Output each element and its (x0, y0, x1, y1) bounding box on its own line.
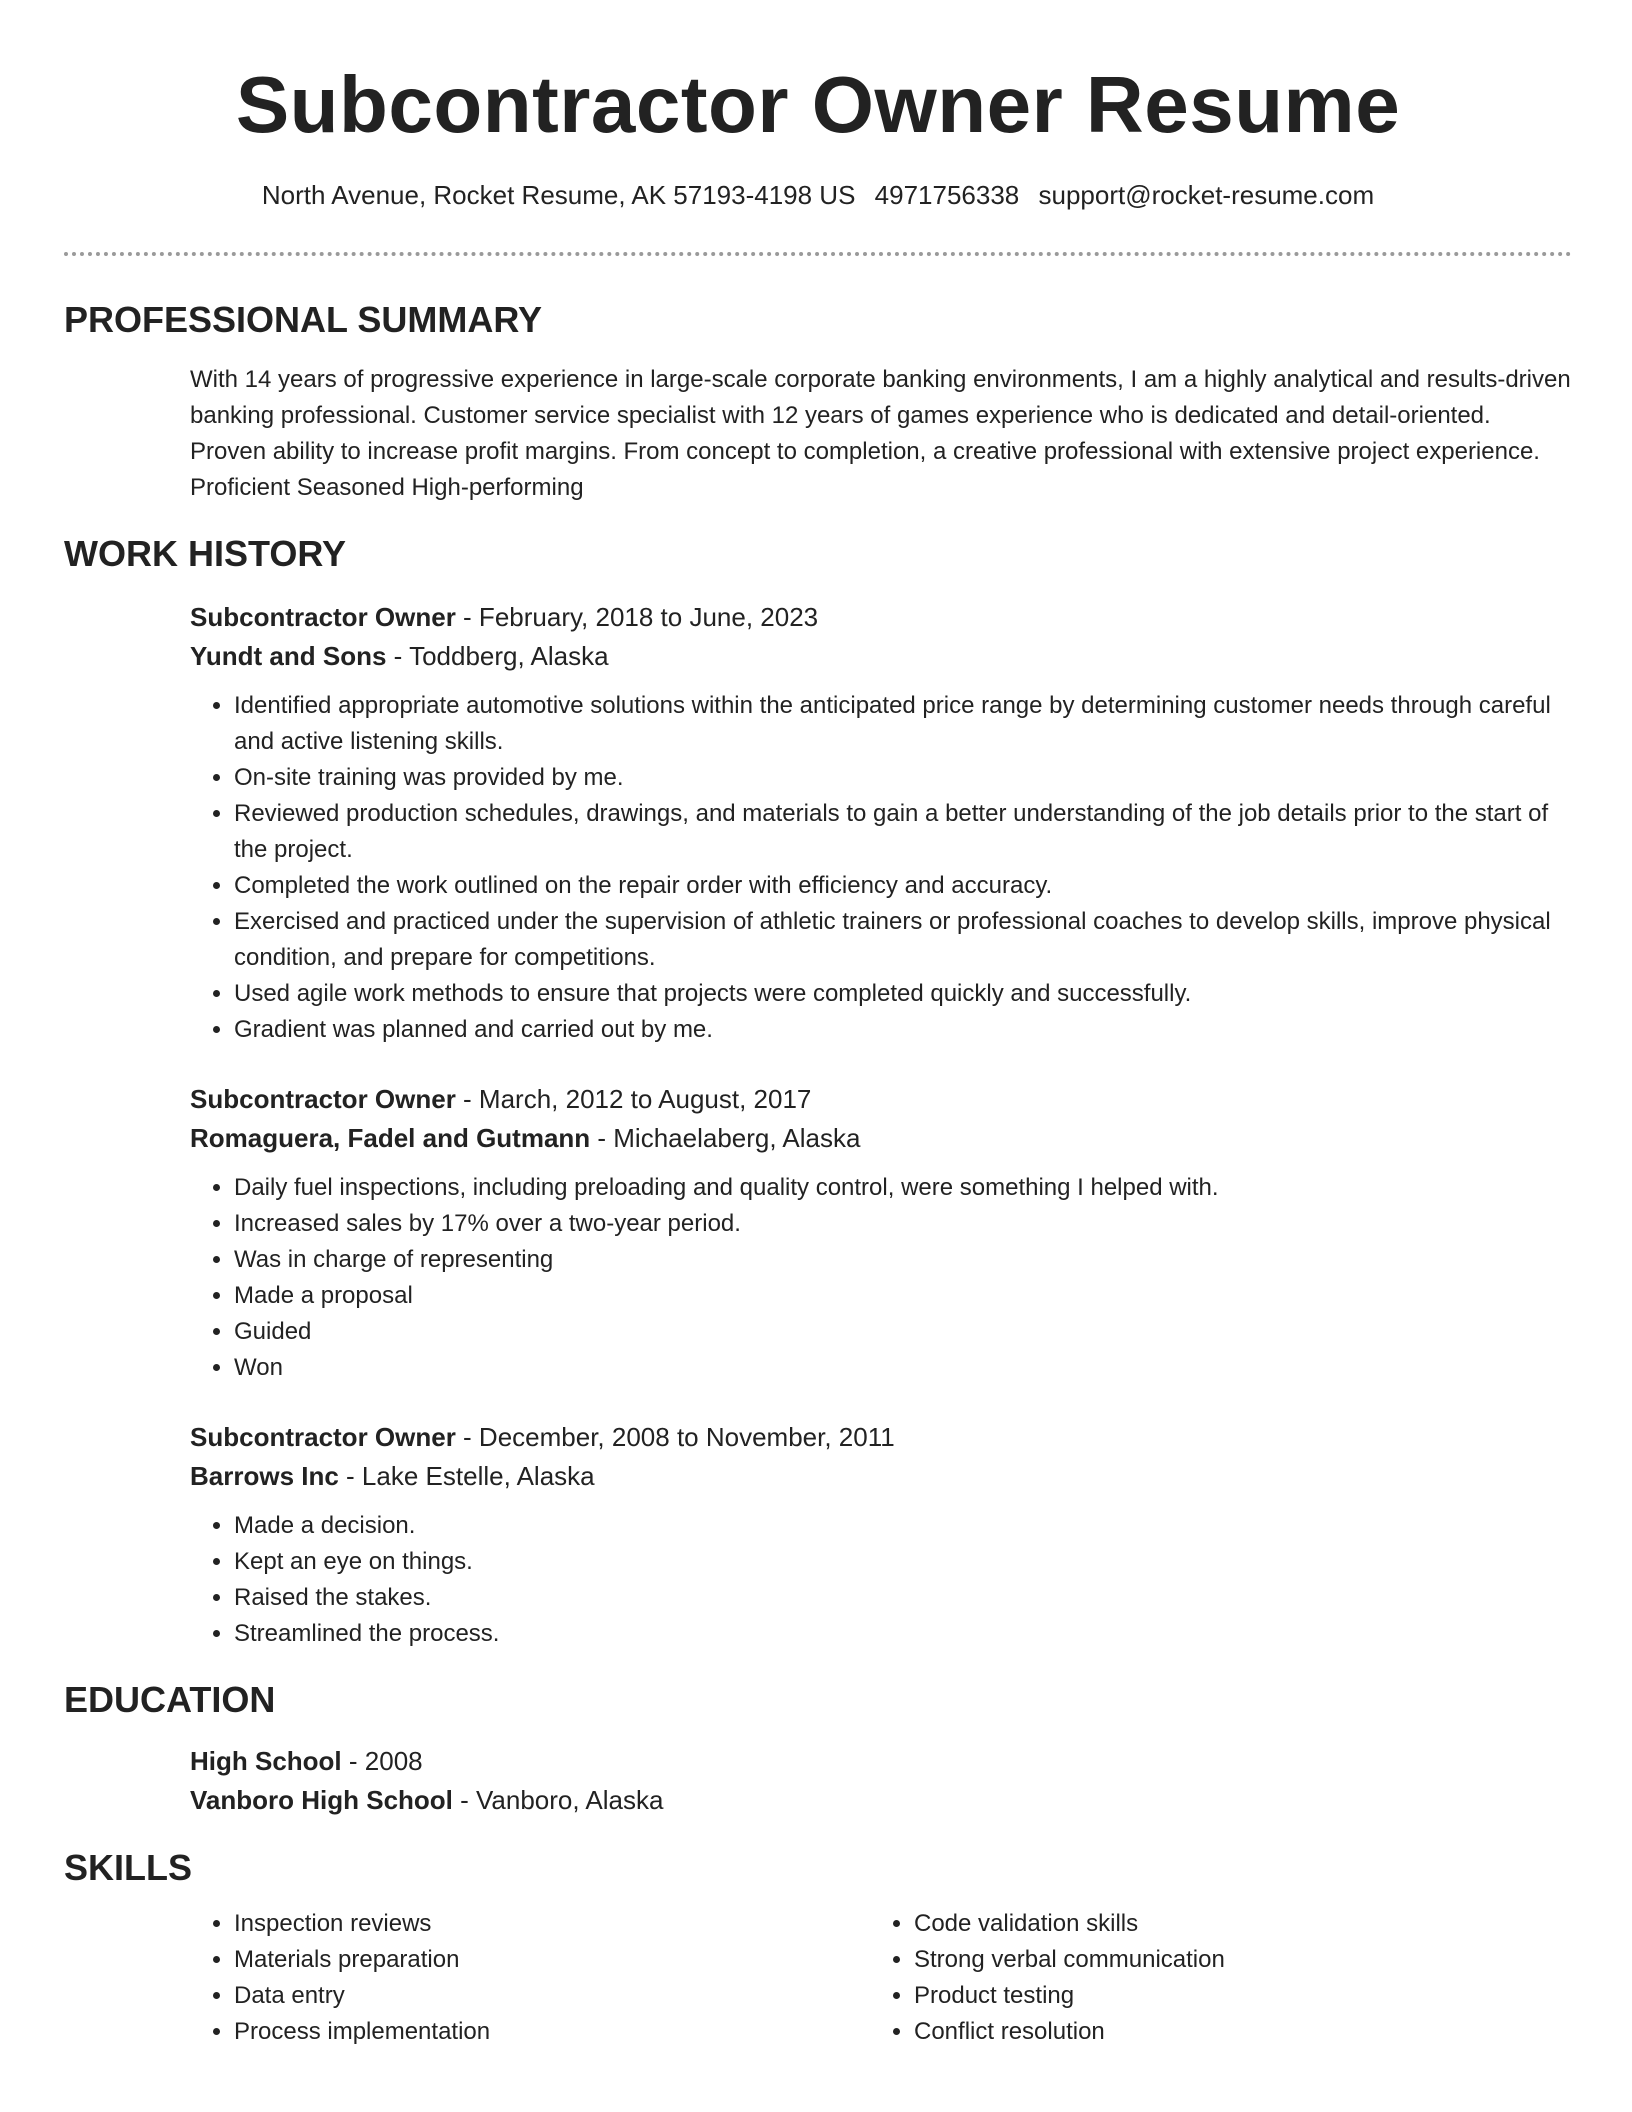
job-title-line (190, 1080, 1572, 1119)
job-role: Subcontractor Owner (190, 1084, 456, 1114)
job-dates: - March, 2012 to August, 2017 (455, 1084, 812, 1114)
job-company-line (190, 1457, 1572, 1496)
job-bullet: • Identified appropriate automotive solutions within the anticipated price range by determining customer needs through careful and active listening skills. (234, 688, 1572, 760)
job-location: - Toddberg, Alaska (386, 641, 609, 671)
work-history-section (190, 598, 1572, 1652)
job-title-line (190, 1418, 1572, 1457)
skill-item: • Code validation skills (914, 1906, 1550, 1942)
job-location: - Lake Estelle, Alaska (338, 1461, 595, 1491)
education-degree-line (190, 1742, 1572, 1781)
job-bullet: • Exercised and practiced under the supervision of athletic trainers or professional coaches to develop skills, improve physical condition, and prepare for competitions. (234, 904, 1572, 976)
job-company: Barrows Inc (190, 1461, 339, 1491)
skills-list-left (190, 1906, 870, 2050)
job-bullet: • On-site training was provided by me. (234, 760, 1572, 796)
job-bullet: • Increased sales by 17% over a two-year period. (234, 1206, 1572, 1242)
skill-item: • Materials preparation (234, 1942, 870, 1978)
job-title-line (190, 598, 1572, 637)
skills-section (190, 1906, 1572, 2050)
education-school: Vanboro High School (190, 1785, 453, 1815)
education-year: - 2008 (341, 1746, 423, 1776)
job-location: - Michaelaberg, Alaska (590, 1123, 861, 1153)
contact-email: support@rocket-resume.com (1038, 180, 1375, 210)
education-school-line (190, 1781, 1572, 1820)
job-bullet: • Reviewed production schedules, drawings, and materials to gain a better understanding of the job details prior to the start of the project. (234, 796, 1572, 868)
job-bullet: • Kept an eye on things. (234, 1544, 1572, 1580)
job-bullet: • Made a proposal (234, 1278, 1572, 1314)
job-entry (190, 598, 1572, 1048)
job-bullet: • Guided (234, 1314, 1572, 1350)
job-bullets (190, 1170, 1572, 1386)
job-entry (190, 1418, 1572, 1652)
job-entry (190, 1080, 1572, 1386)
job-bullet: • Was in charge of representing (234, 1242, 1572, 1278)
education-degree: High School (190, 1746, 342, 1776)
skills-list-right (870, 1906, 1550, 2050)
job-company-line (190, 637, 1572, 676)
job-bullet: • Gradient was planned and carried out by me. (234, 1012, 1572, 1048)
resume-page (64, 0, 1572, 2050)
job-bullet: • Completed the work outlined on the repair order with efficiency and accuracy. (234, 868, 1572, 904)
summary-section (190, 362, 1572, 506)
job-bullet: • Used agile work methods to ensure that projects were completed quickly and successfully. (234, 976, 1572, 1012)
skill-item: • Product testing (914, 1978, 1550, 2014)
job-bullet: • Made a decision. (234, 1508, 1572, 1544)
skills-heading: SKILLS (64, 1847, 193, 1888)
job-bullet: • Streamlined the process. (234, 1616, 1572, 1652)
education-location: - Vanboro, Alaska (452, 1785, 664, 1815)
education-section (190, 1742, 1572, 1820)
job-role: Subcontractor Owner (190, 602, 456, 632)
contact-address: North Avenue, Rocket Resume, AK 57193-4198 US (261, 180, 856, 210)
summary-heading: PROFESSIONAL SUMMARY (64, 299, 543, 340)
job-company: Romaguera, Fadel and Gutmann (190, 1123, 591, 1153)
job-company: Yundt and Sons (190, 641, 387, 671)
header-divider (64, 252, 1572, 256)
contact-phone: 4971756338 (874, 180, 1020, 210)
job-dates: - February, 2018 to June, 2023 (455, 602, 819, 632)
job-bullet: • Raised the stakes. (234, 1580, 1572, 1616)
resume-title: Subcontractor Owner Resume (235, 60, 1401, 149)
skill-item: • Process implementation (234, 2014, 870, 2050)
job-bullet: • Daily fuel inspections, including preloading and quality control, were something I helped with. (234, 1170, 1572, 1206)
job-dates: - December, 2008 to November, 2011 (455, 1422, 895, 1452)
skill-item: • Inspection reviews (234, 1906, 870, 1942)
job-role: Subcontractor Owner (190, 1422, 456, 1452)
job-company-line (190, 1119, 1572, 1158)
summary-text: With 14 years of progressive experience in large-scale corporate banking environments, I am a highly analytical and results-driven banking professional. Customer service specialist with 12 years of games experience who is dedicated and detail-oriented. Proven ability to increase profit margins. From concept to completion, a creative professional with extensive project experience. Proficient Seasoned High-performing (190, 366, 1571, 501)
job-bullets (190, 688, 1572, 1048)
contact-line (64, 178, 1572, 212)
skill-item: • Conflict resolution (914, 2014, 1550, 2050)
work-history-heading: WORK HISTORY (64, 533, 347, 574)
education-heading: EDUCATION (64, 1679, 276, 1720)
job-bullet: • Won (234, 1350, 1572, 1386)
skill-item: • Strong verbal communication (914, 1942, 1550, 1978)
skill-item: • Data entry (234, 1978, 870, 2014)
job-bullets (190, 1508, 1572, 1652)
